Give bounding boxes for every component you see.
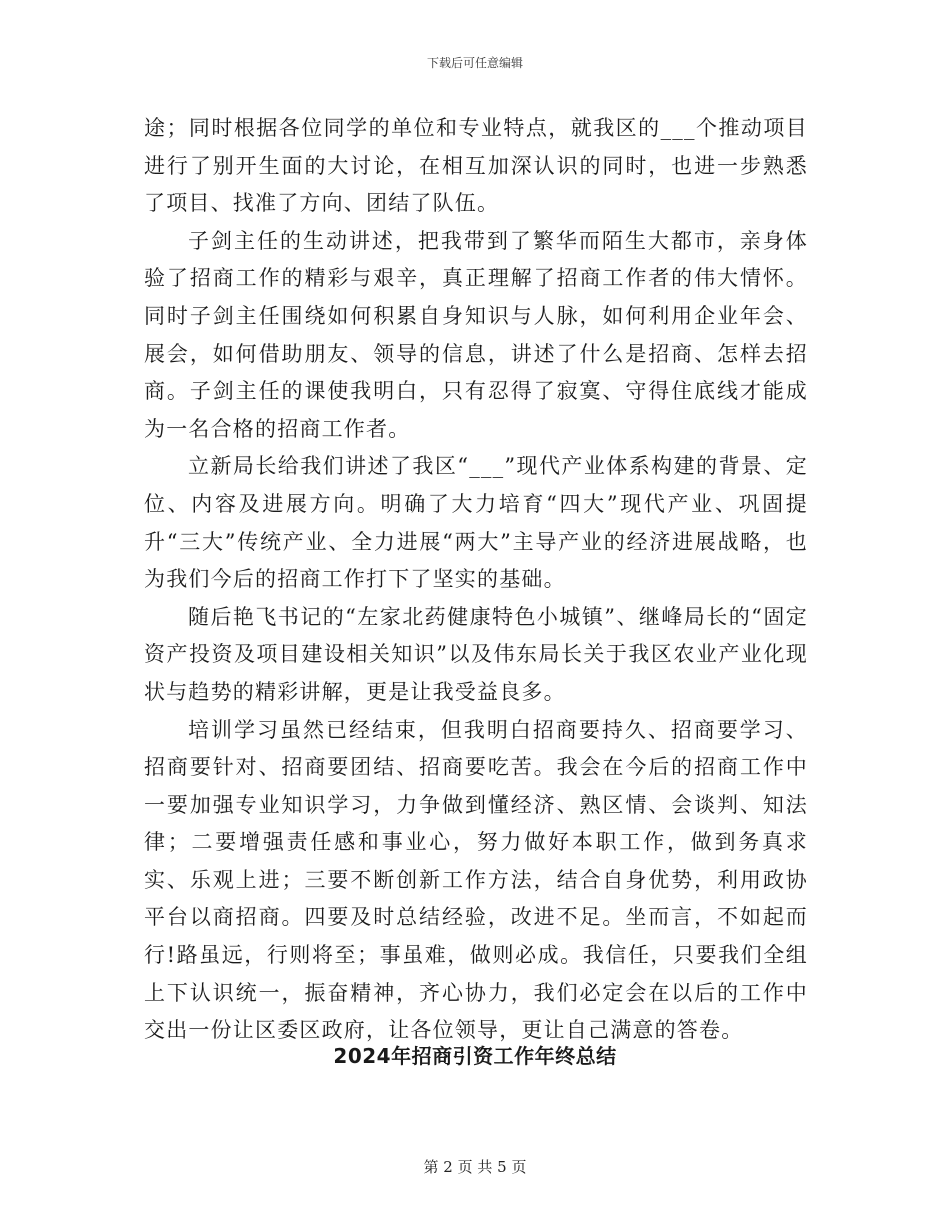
paragraph-continuation: 途；同时根据各位同学的单位和专业特点，就我区的___个推动项目进行了别开生面的大讨论，在相互加深认识的同时，也进一步熟悉了项目、找准了方向、团结了队伍。	[144, 116, 808, 216]
paragraph-lectures: 随后艳飞书记的“左家北药健康特色小城镇”、继峰局长的“固定资产投资及项目建设相关知识”以及伟东局长关于我区农业产业化现状与趋势的精彩讲解，更是让我受益良多。	[144, 604, 808, 704]
section-title: 2024年招商引资工作年终总结	[333, 1044, 617, 1068]
paragraph-conclusion: 培训学习虽然已经结束，但我明白招商要持久、招商要学习、招商要针对、招商要团结、招商要吃苦。我会在今后的招商工作中一要加强专业知识学习，力争做到懂经济、熟区情、会谈判、知法律；二要增强责任感和事业心，努力做好本职工作，做到务真求实、乐观上进；三要不断创新工作方法，结合自身优势，利用政协平台以商招商。四要及时总结经验，改进不足。坐而言，不如起而行!路虽远，行则将至；事虽难，做则必成。我信任，只要我们全组上下认识统一，振奋精神，齐心协力，我们必定会在以后的工作中交出一份让区委区政府，让各位领导，更让自己满意的答卷。	[144, 717, 808, 1043]
paragraph-zijian: 子剑主任的生动讲述，把我带到了繁华而陌生大都市，亲身体验了招商工作的精彩与艰辛，真正理解了招商工作者的伟大情怀。同时子剑主任围绕如何积累自身知识与人脉，如何利用企业年会、展会，如何借助朋友、领导的信息，讲述了什么是招商、怎样去招商。子剑主任的课使我明白，只有忍得了寂寞、守得住底线才能成为一名合格的招商工作者。	[144, 228, 808, 441]
page-number: 第 2 页 共 5 页	[423, 1158, 527, 1176]
paragraph-lixin: 立新局长给我们讲述了我区“___”现代产业体系构建的背景、定位、内容及进展方向。明确了大力培育“四大”现代产业、巩固提升“三大”传统产业、全力进展“两大”主导产业的经济进展战略，也为我们今后的招商工作打下了坚实的基础。	[144, 454, 808, 592]
document-body	[144, 110, 808, 1050]
page-header-note: 下载后可任意编辑	[426, 56, 523, 70]
